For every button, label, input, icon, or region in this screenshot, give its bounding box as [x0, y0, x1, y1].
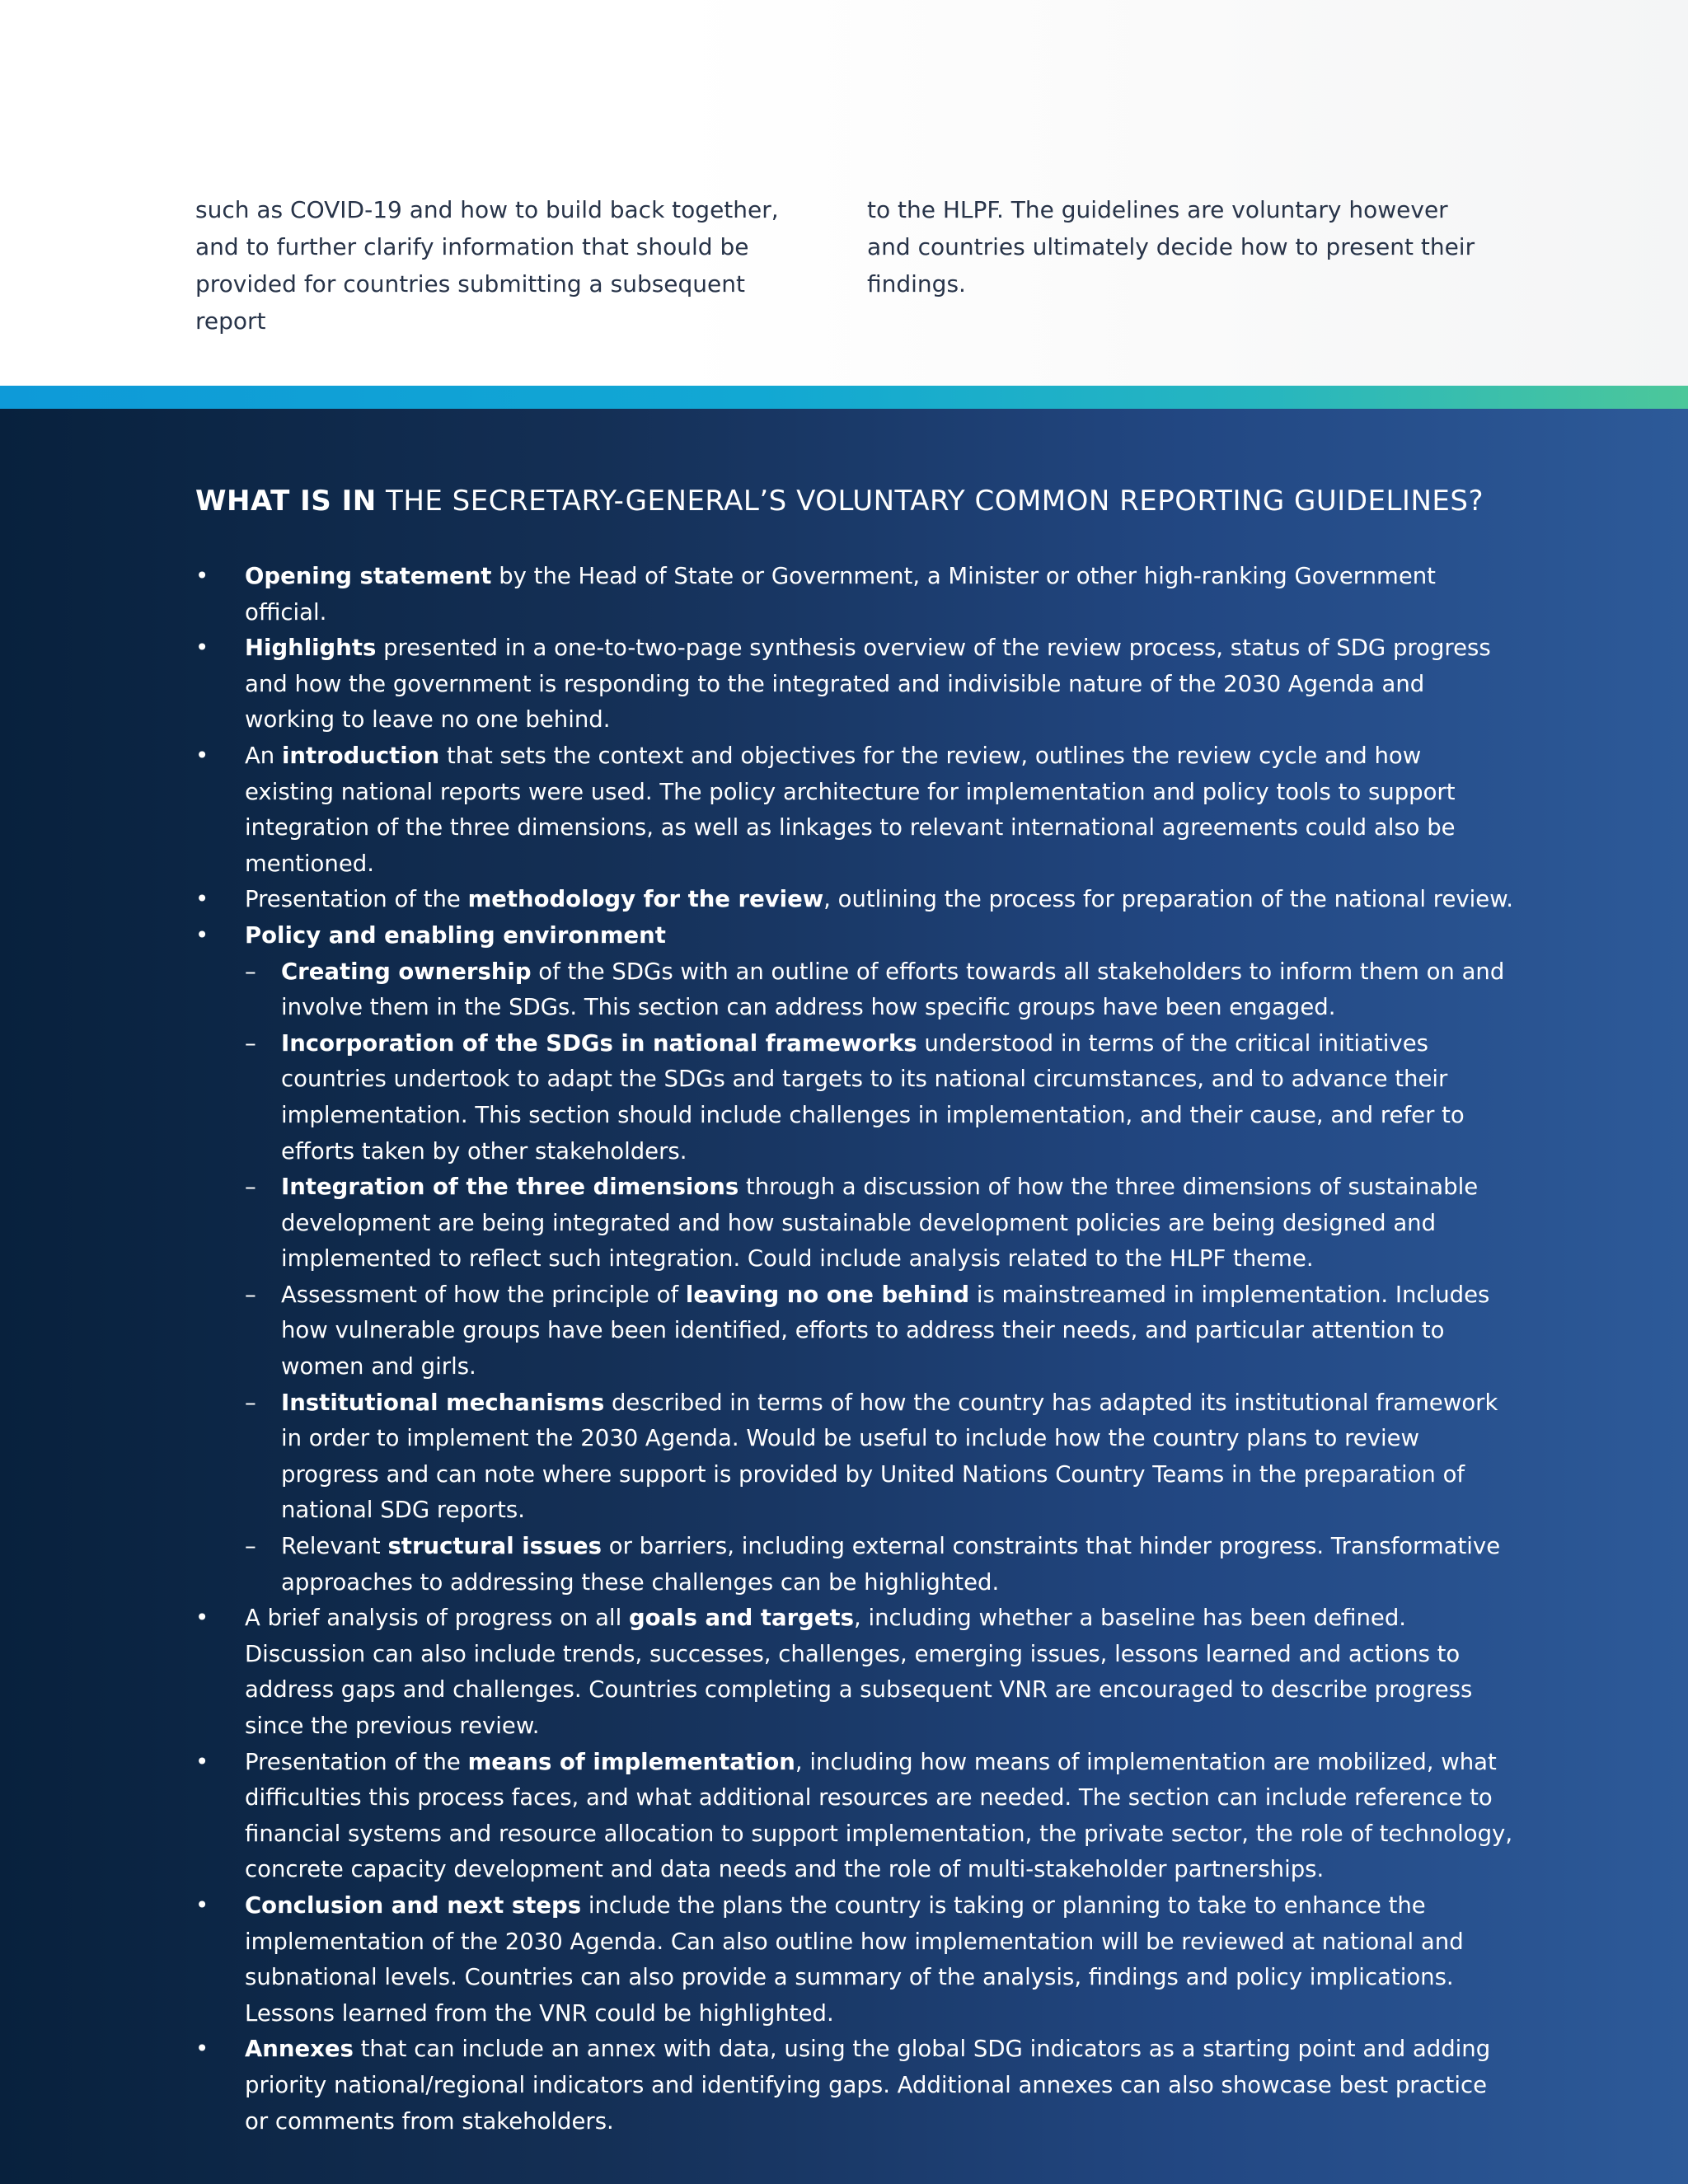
item-text: that can include an annex with data, using the global SDG indicators as a starting point and adding priority national/regional indicators and identifying gaps. Additional annexes can also showcase best practice or comments from stakeholders. — [245, 2036, 1491, 2135]
list-item — [195, 882, 1514, 918]
item-bold: introduction — [281, 742, 440, 769]
guidelines-heading-rest: THE SECRETARY-GENERAL’S VOLUNTARY COMMON REPORTING GUIDELINES? — [376, 485, 1484, 518]
subitem-text: is mainstreamed in implementation. Includes how vulnerable groups have been identified, efforts to address their needs, and particular attention to women and girls. — [281, 1281, 1490, 1380]
guidelines-heading — [195, 485, 1484, 518]
item-text: include the plans the country is taking or planning to take to enhance the implementation of the 2030 Agenda. Can also outline how implementation will be reviewed at national and subnational levels. Countries can also provide a summary of the analysis, findings and policy implications. Lessons learned from the VNR could be highlighted. — [245, 1891, 1464, 2027]
item-bold: Policy and enabling environment — [245, 921, 666, 949]
subitem-text: of the SDGs with an outline of efforts towards all stakeholders to inform them on and involve them in the SDGs. This section can address how specific groups have been engaged. — [281, 958, 1505, 1021]
intro-text-left: such as COVID-19 and how to build back together, and to further clarify information that should be provided for countries submitting a subsequent report — [195, 196, 779, 335]
item-text: , outlining the process for preparation of the national review. — [823, 886, 1513, 913]
guidelines-heading-bold: WHAT IS IN — [195, 485, 377, 518]
subitem-text: through a discussion of how the three dimensions of sustainable development are being integrated and how sustainable development policies are being designed and implemented to reflect such integration. Could include analysis related to the HLPF theme. — [281, 1174, 1479, 1272]
sublist-item — [245, 1026, 1514, 1169]
list-item — [195, 918, 1514, 1601]
sublist-item — [245, 1277, 1514, 1385]
list-item — [195, 2032, 1514, 2139]
subitem-text: understood in terms of the critical initiatives countries undertook to adapt the SDGs and targets to its national circumstances, and to advance their implementation. This section should include challenges in implementation, and their cause, and refer to efforts taken by other stakeholders. — [281, 1029, 1465, 1165]
subitem-bold: structural issues — [387, 1533, 602, 1560]
item-text: presented in a one-to-two-page synthesis overview of the review process, status of SDG progress and how the government is responding to the integrated and indivisible nature of the 2030 Agenda and working to leave no one behind. — [245, 635, 1491, 733]
subitem-bold: Creating ownership — [281, 958, 532, 985]
sublist-item — [245, 1385, 1514, 1529]
sublist-item — [245, 954, 1514, 1026]
guidelines-list — [195, 559, 1514, 2139]
item-bold: Conclusion and next steps — [245, 1891, 582, 1919]
list-item — [195, 738, 1514, 882]
subitem-bold: leaving no one behind — [685, 1281, 970, 1308]
item-lead: A brief analysis of progress on all — [245, 1605, 629, 1632]
item-lead: Presentation of the — [245, 1748, 468, 1775]
subitem-bold: Integration of the three dimensions — [281, 1174, 739, 1201]
accent-stripe — [0, 386, 1688, 409]
sublist-item — [245, 1169, 1514, 1277]
list-item — [195, 559, 1514, 630]
list-item — [195, 1601, 1514, 1744]
item-bold: Opening statement — [245, 563, 492, 589]
subitem-lead: Relevant — [281, 1533, 388, 1560]
item-lead: Presentation of the — [245, 886, 468, 913]
item-bold: Highlights — [245, 635, 377, 662]
item-bold: Annexes — [245, 2036, 354, 2063]
subitem-bold: Incorporation of the SDGs in national frameworks — [281, 1029, 917, 1057]
intro-section — [0, 0, 1688, 386]
list-item — [195, 1888, 1514, 2032]
item-text: by the Head of State or Government, a Minister or other high-ranking Government official. — [245, 563, 1436, 626]
list-item — [195, 1745, 1514, 1888]
subitem-lead: Assessment of how the principle of — [281, 1281, 686, 1308]
subitem-text: or barriers, including external constraints that hinder progress. Transformative approaches to addressing these challenges can be highlighted. — [281, 1533, 1501, 1596]
subitem-text: described in terms of how the country has adapted its institutional framework in order to implement the 2030 Agenda. Would be useful to include how the country plans to review progress and can note where support is provided by United Nations Country Teams in the preparation of national SDG reports. — [281, 1389, 1498, 1524]
policy-sublist — [245, 954, 1514, 1601]
item-bold: goals and targets — [628, 1605, 854, 1632]
item-text: , including whether a baseline has been defined. Discussion can also include trends, successes, challenges, emerging issues, lessons learned and actions to address gaps and challenges. Countries completing a subsequent VNR are encouraged to describe progress since the previous review. — [245, 1605, 1473, 1739]
item-text: that sets the context and objectives for the review, outlines the review cycle and how existing national reports were used. The policy architecture for implementation and policy tools to support integration of the three dimensions, as well as linkages to relevant international agreements could also be mentioned. — [245, 742, 1456, 877]
item-bold: methodology for the review — [467, 886, 824, 913]
sublist-item — [245, 1529, 1514, 1601]
item-lead: An — [245, 742, 282, 769]
item-text: , including how means of implementation are mobilized, what difficulties this process faces, and what additional resources are needed. The section can include reference to financial systems and resource allocation to support implementation, the private sector, the role of technology, concrete capacity development and data needs and the role of multi-stakeholder partnerships. — [245, 1748, 1513, 1883]
item-bold: means of implementation — [467, 1748, 795, 1775]
subitem-bold: Institutional mechanisms — [281, 1389, 605, 1416]
list-item — [195, 630, 1514, 738]
intro-text-right: to the HLPF. The guidelines are voluntary however and countries ultimately decide how to present their findings. — [867, 196, 1475, 298]
